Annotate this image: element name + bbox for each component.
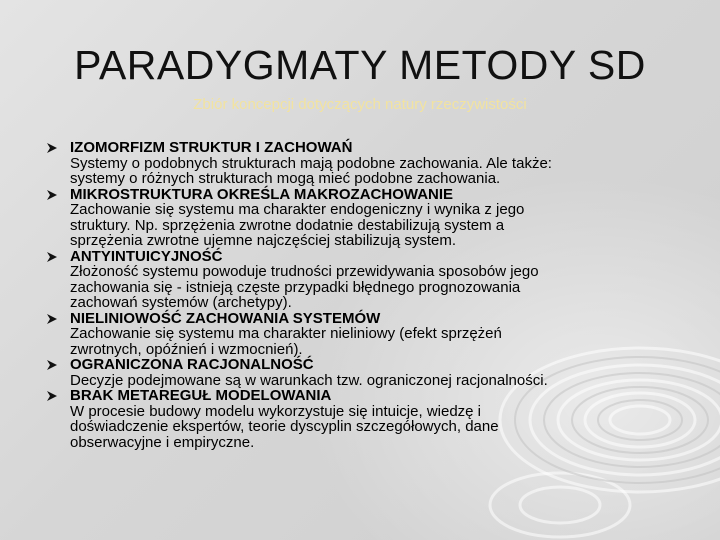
item-description: Złożoność systemu powoduje trudności przewidywania sposobów jego zachowania się - istnieją częste przypadki błędnego prognozowania zachowań systemów (archetypy).: [70, 263, 539, 311]
slide-subtitle: Zbiór koncepcji dotyczących natury rzeczywistości: [193, 96, 527, 113]
item-heading: ANTYINTUICYJNOŚĆ: [70, 247, 223, 265]
list-item: [47, 311, 697, 358]
item-heading: IZOMORFIZM STRUKTUR I ZACHOWAŃ: [70, 139, 353, 156]
item-description: Systemy o podobnych strukturach mają podobne zachowania. Ale także: systemy o różnych strukturach mogą mieć podobne zachowania.: [70, 154, 552, 187]
arrow-bullet-icon: [47, 252, 57, 262]
item-description: W procesie budowy modelu wykorzystuje się intuicje, wiedzę i doświadczenie ekspertów, teorie dyscyplin szczegółowych, dane obserwacyjne i empiryczne.: [70, 402, 499, 451]
slide-title: PARADYGMATY METODY SD: [74, 42, 646, 88]
arrow-bullet-icon: [47, 360, 57, 370]
list-item: [47, 357, 697, 388]
list-item: [47, 140, 697, 187]
item-heading: NIELINIOWOŚĆ ZACHOWANIA SYSTEMÓW: [70, 309, 381, 327]
list-item: [47, 187, 697, 249]
arrow-bullet-icon: [47, 143, 57, 153]
item-description: Zachowanie się systemu ma charakter endogeniczny i wynika z jego struktury. Np. sprzężenia zwrotne dodatnie destabilizują system a sprzężenia zwrotne ujemne najczęściej stabilizują system.: [70, 201, 525, 249]
item-heading: BRAK METAREGUŁ MODELOWANIA: [70, 387, 332, 404]
bullet-list: [47, 140, 697, 450]
item-heading: OGRANICZONA RACJONALNOŚĆ: [70, 356, 314, 373]
arrow-bullet-icon: [47, 190, 57, 200]
item-heading: MIKROSTRUKTURA OKREŚLA MAKROZACHOWANIE: [70, 185, 454, 203]
arrow-bullet-icon: [47, 314, 57, 324]
item-description: Decyzje podejmowane są w warunkach tzw. ograniczonej racjonalności.: [70, 371, 548, 389]
arrow-bullet-icon: [47, 391, 57, 401]
list-item: [47, 388, 697, 450]
list-item: [47, 249, 697, 311]
item-description: Zachowanie się systemu ma charakter nieliniowy (efekt sprzężeń zwrotnych, opóźnień i wzmocnień).: [70, 325, 502, 358]
